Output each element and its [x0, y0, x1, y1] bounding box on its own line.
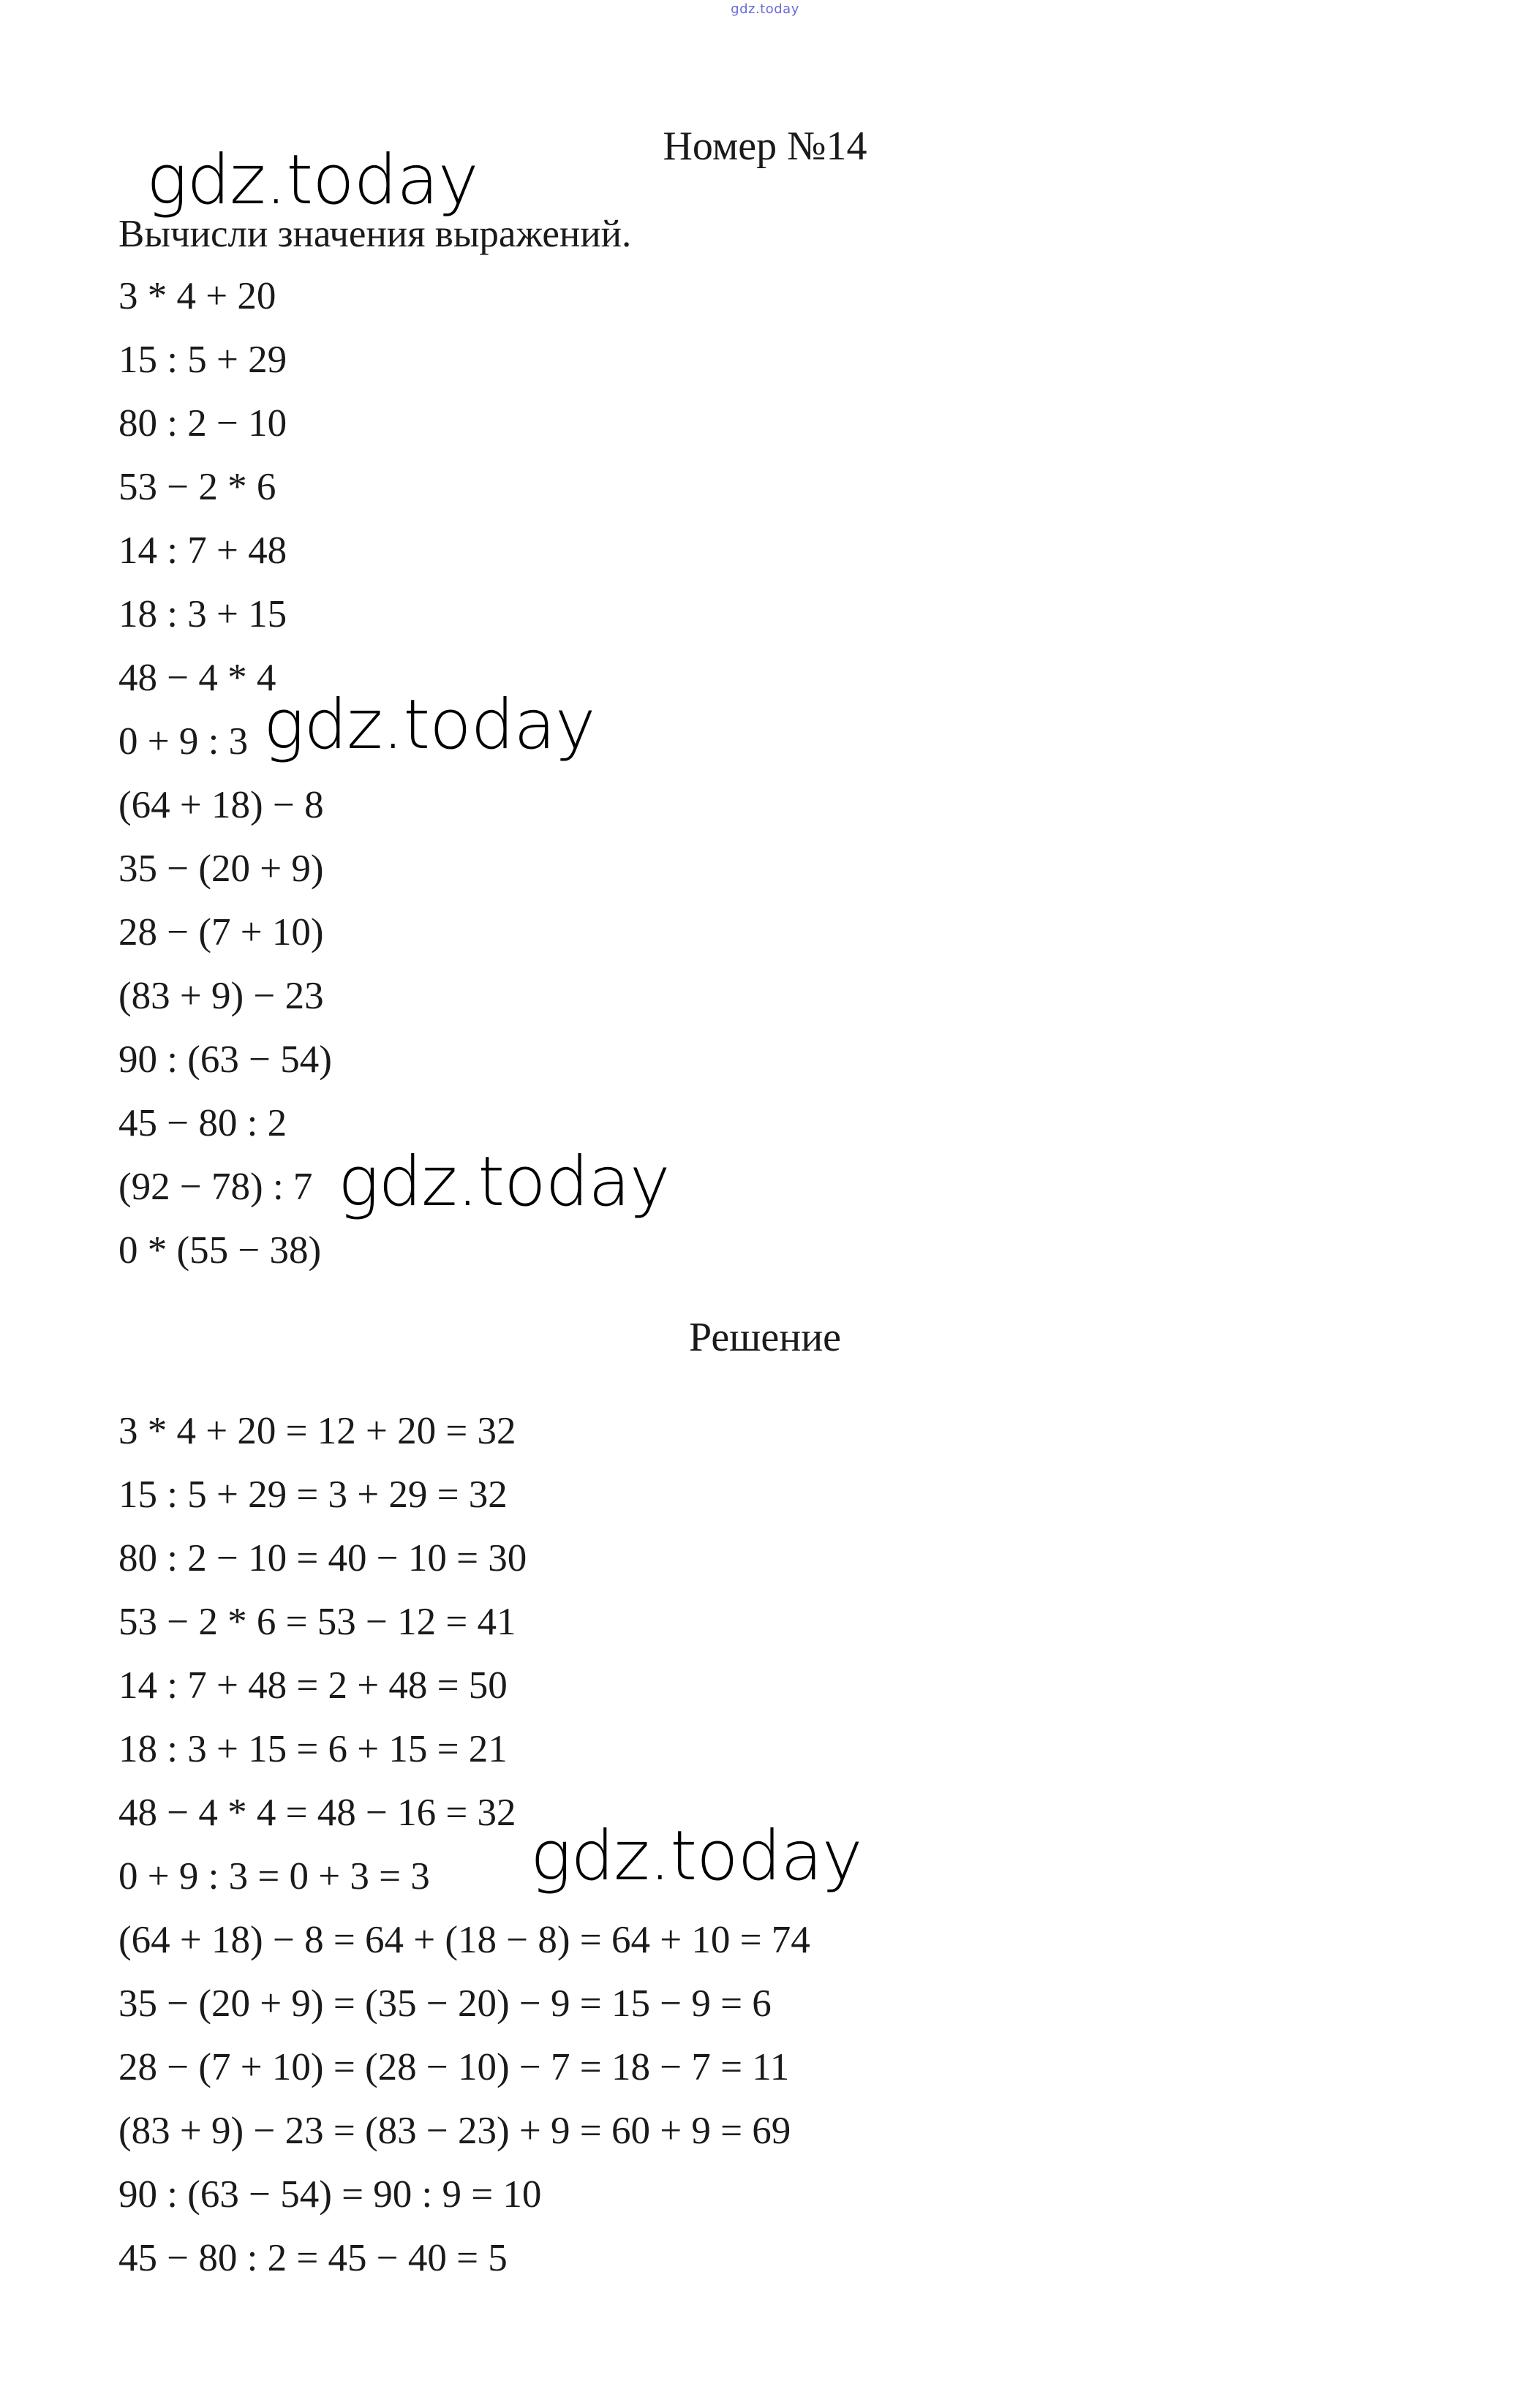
solution-line: 28 − (7 + 10) = (28 − 10) − 7 = 18 − 7 = 11 [118, 2046, 790, 2088]
page-title: Номер №14 [663, 124, 867, 169]
watermark: gdz.today [530, 1816, 862, 1896]
problem-line: 53 − 2 * 6 [118, 466, 276, 508]
solution-line: 35 − (20 + 9) = (35 − 20) − 9 = 15 − 9 = 6 [118, 1982, 772, 2025]
task-instruction: Вычисли значения выражений. [118, 213, 632, 255]
problem-line: (64 + 18) − 8 [118, 784, 324, 826]
solution-line: 18 : 3 + 15 = 6 + 15 = 21 [118, 1728, 508, 1770]
solution-line: 53 − 2 * 6 = 53 − 12 = 41 [118, 1601, 516, 1643]
problem-line: (83 + 9) − 23 [118, 975, 324, 1017]
solution-line: 0 + 9 : 3 = 0 + 3 = 3 [118, 1855, 430, 1898]
watermark: gdz.today [263, 685, 595, 765]
solution-line: (83 + 9) − 23 = (83 − 23) + 9 = 60 + 9 = 69 [118, 2110, 791, 2152]
watermark: gdz.today [146, 140, 478, 220]
problem-line: 48 − 4 * 4 [118, 657, 276, 699]
problem-line: 90 : (63 − 54) [118, 1038, 332, 1081]
solution-heading: Решение [688, 1315, 842, 1360]
problem-line: 3 * 4 + 20 [118, 275, 276, 317]
solution-line: 14 : 7 + 48 = 2 + 48 = 50 [118, 1664, 508, 1707]
problem-line: 45 − 80 : 2 [118, 1102, 287, 1144]
solution-line: (64 + 18) − 8 = 64 + (18 − 8) = 64 + 10 = 74 [118, 1919, 810, 1961]
solution-line: 45 − 80 : 2 = 45 − 40 = 5 [118, 2237, 508, 2279]
problem-line: 0 + 9 : 3 [118, 720, 249, 763]
site-mark: gdz.today [731, 1, 799, 17]
watermark: gdz.today [338, 1142, 670, 1222]
problem-line: (92 − 78) : 7 [118, 1166, 313, 1208]
problem-line: 18 : 3 + 15 [118, 593, 287, 635]
problem-line: 35 − (20 + 9) [118, 848, 324, 890]
problem-line: 0 * (55 − 38) [118, 1229, 322, 1272]
problem-line: 14 : 7 + 48 [118, 529, 287, 572]
solution-line: 90 : (63 − 54) = 90 : 9 = 10 [118, 2173, 542, 2216]
problem-line: 80 : 2 − 10 [118, 402, 287, 445]
solution-line: 3 * 4 + 20 = 12 + 20 = 32 [118, 1410, 516, 1452]
solution-line: 80 : 2 − 10 = 40 − 10 = 30 [118, 1537, 527, 1579]
problem-line: 28 − (7 + 10) [118, 911, 324, 954]
solution-line: 48 − 4 * 4 = 48 − 16 = 32 [118, 1792, 516, 1834]
solution-line: 15 : 5 + 29 = 3 + 29 = 32 [118, 1473, 508, 1516]
problem-line: 15 : 5 + 29 [118, 339, 287, 381]
problem-list [118, 265, 332, 1283]
